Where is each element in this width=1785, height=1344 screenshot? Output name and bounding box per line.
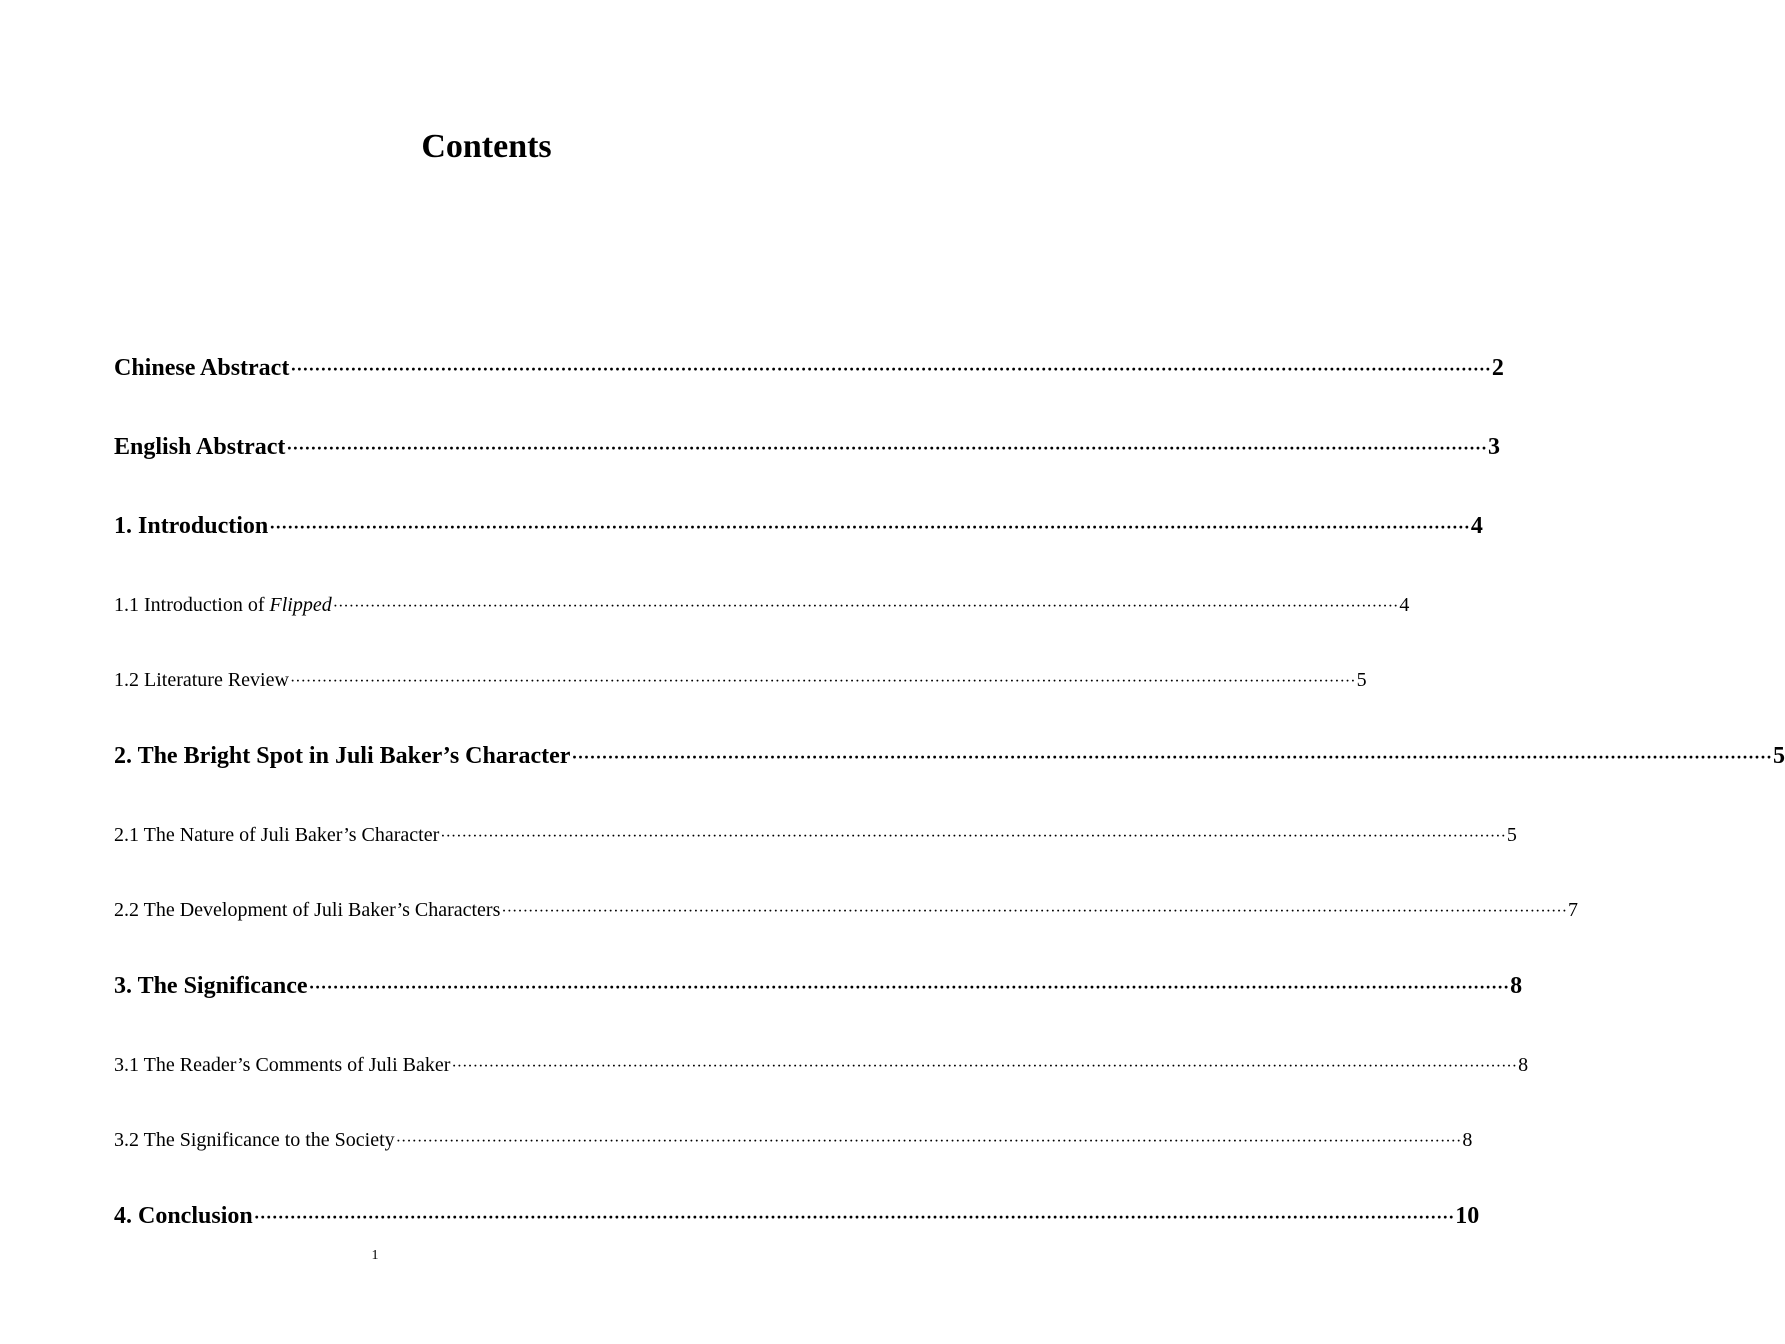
- dot-leader: ········································································································································································································: [440, 828, 1506, 845]
- toc-page-number: 8: [1518, 1054, 1529, 1076]
- dot-leader: ········································································································································································································: [501, 903, 1568, 920]
- toc-entry-literature-review[interactable]: [114, 665, 1367, 695]
- dot-leader: ········································································································································································································: [289, 673, 1356, 690]
- toc-entry-significance-to-society[interactable]: [114, 1125, 1473, 1155]
- toc-page-number: 2: [1491, 355, 1504, 381]
- dot-leader: ········································································································································································································: [571, 747, 1773, 767]
- dot-leader: ········································································································································································································: [269, 517, 1470, 537]
- toc-page-number: 4: [1470, 513, 1483, 539]
- toc-entry-significance[interactable]: [114, 969, 1523, 1003]
- toc-entry-english-abstract[interactable]: [114, 430, 1500, 464]
- dot-leader: ········································································································································································································: [332, 598, 1399, 615]
- toc-page-number: 5: [1773, 743, 1785, 769]
- toc-page-number: 7: [1568, 899, 1579, 921]
- toc-page-number: 4: [1399, 594, 1410, 616]
- toc-page-number: 10: [1455, 1203, 1480, 1229]
- dot-leader: ········································································································································································································: [290, 359, 1491, 379]
- toc-entry-title: 1. Introduction: [114, 513, 269, 539]
- footer-page-number: 1: [371, 1248, 379, 1263]
- toc-entry-title: English Abstract: [114, 434, 286, 460]
- toc-entry-readers-comments[interactable]: [114, 1050, 1529, 1080]
- toc-entry-title: 4. Conclusion: [114, 1203, 253, 1229]
- toc-entry-title: 3.2 The Significance to the Society: [114, 1129, 395, 1151]
- dot-leader: ········································································································································································································: [286, 438, 1487, 458]
- toc-entry-introduction-of-flipped[interactable]: [114, 590, 1410, 620]
- toc-entry-title: 1.1 Introduction of Flipped: [114, 594, 332, 616]
- toc-page-number: 5: [1506, 824, 1517, 846]
- toc-entry-development-of-characters[interactable]: [114, 895, 1579, 925]
- toc-entry-introduction[interactable]: [114, 509, 1483, 543]
- toc-entry-conclusion[interactable]: [114, 1199, 1480, 1233]
- toc-page-number: 3: [1487, 434, 1500, 460]
- toc-entry-title: 3. The Significance: [114, 973, 308, 999]
- dot-leader: ········································································································································································································: [395, 1133, 1462, 1150]
- toc-entry-nature-of-character[interactable]: [114, 820, 1517, 850]
- dot-leader: ········································································································································································································: [308, 977, 1510, 997]
- toc-page-number: 5: [1356, 669, 1367, 691]
- toc-entry-title: 2. The Bright Spot in Juli Baker’s Character: [114, 743, 571, 769]
- book-title-italic: Flipped: [269, 594, 332, 616]
- toc-entry-bright-spot[interactable]: [114, 739, 1785, 773]
- toc-page-number: 8: [1510, 973, 1523, 999]
- dot-leader: ········································································································································································································: [253, 1207, 1455, 1227]
- dot-leader: ········································································································································································································: [451, 1058, 1518, 1075]
- toc-page-number: 8: [1462, 1129, 1473, 1151]
- page-title: Contents: [421, 128, 552, 165]
- toc-entry-title: Chinese Abstract: [114, 355, 290, 381]
- toc-entry-title: 2.2 The Development of Juli Baker’s Characters: [114, 899, 501, 921]
- toc-entry-title: 3.1 The Reader’s Comments of Juli Baker: [114, 1054, 451, 1076]
- toc-entry-title: 1.2 Literature Review: [114, 669, 289, 691]
- toc-entry-title: 2.1 The Nature of Juli Baker’s Character: [114, 824, 440, 846]
- toc-entry-chinese-abstract[interactable]: [114, 351, 1504, 385]
